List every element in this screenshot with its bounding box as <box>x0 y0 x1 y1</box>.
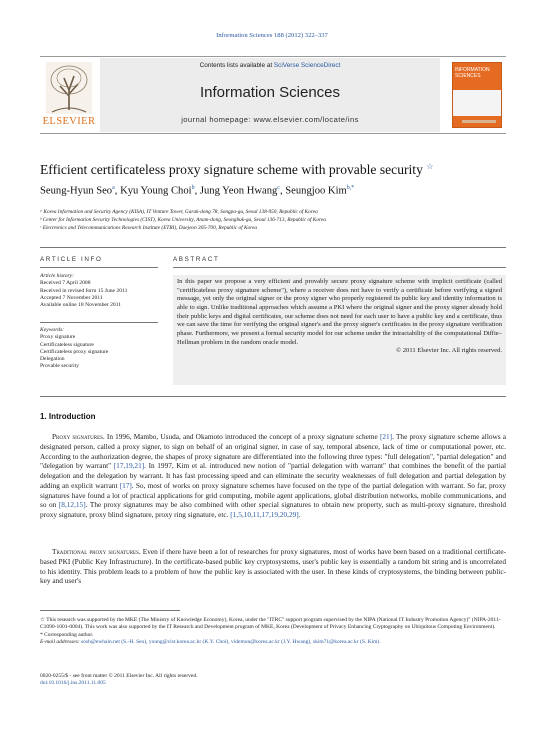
homepage-link[interactable]: www.elsevier.com/locate/ins <box>253 115 359 124</box>
paragraph-text: . The proxy signature scheme allows a designated person, called a proxy signer, to sign on behalf of an original signer, in case of say, temporal absence, lack of time or computational power, etc. According to the authorization degree, the shapes of proxy signature are differentiated into the following three types: "full delegation", "partial delegation" and "delegation by warrant" <box>40 432 506 471</box>
footnotes <box>40 617 506 647</box>
paragraph-text: . The proxy signatures may be also combined with other special signatures to obtain new property, such as multi-proxy signature, threshold proxy signature, proxy blind signature, proxy ring signature, etc. <box>40 500 507 519</box>
sciencedirect-link[interactable]: SciVerse ScienceDirect <box>273 62 341 69</box>
doi-link[interactable]: doi:10.1016/j.ins.2011.11.005 <box>40 680 106 687</box>
paragraph-text: . So, most of works on proxy signature schemes have focused on the type of the partial delegation with warrant. So far, proxy signatures have found a lot of practical applications for grid computing, mobile agent applications, global distribution networks, mobile communications, and so on <box>40 480 506 510</box>
paragraph-text: In 1996, Mambo, Usuda, and Okamoto introduced the concept of a proxy signature scheme <box>104 432 380 441</box>
history-item: Received 7 April 2008 <box>40 280 91 287</box>
citation-link[interactable]: [17] <box>119 480 132 490</box>
paragraph-lead: Traditional proxy signatures. <box>52 547 141 556</box>
history-label: Article history: <box>40 273 75 279</box>
author-affiliation-mark[interactable]: c <box>277 185 280 191</box>
abstract-heading: ABSTRACT <box>173 256 220 263</box>
abstract-text: In this paper we propose a very efficient and provably secure proxy signature scheme with implicit certificate (called "certificateless proxy signature scheme"), where a receiver does not have to verify a certificate before verifying a signed message, yet only the original signer or the proxy signer who properly registered its public key and identity information is able to sign. Unlike traditional approaches which assume a PKI where the original signer and the proxy signer already hold their public keys and digital certificates, our scheme does not need for each user to have a public key and a certificate, thus we can save the time for verifying the original signer's and the proxy signer's certificates in the proxy signature verification phase. Furthermore, we present a formal security model for our scheme under the intractability of the computational Diffie–Hellman problem in the random oracle model. <box>177 278 502 346</box>
paragraph-text: Even if there have been a lot of researches for proxy signatures, most of works have been based on a traditional certificate-based PKI (Public Key Infrastructure). In the certificate-based public key cryptosystems, user's public key is essentially a random bit string and is uncorrelated to his identity. This problem leads to a problem of how the public key is associated with the user. In these kinds of cryptosystems, the binding between public-key and user's <box>40 547 507 586</box>
author-separator: , <box>114 185 121 197</box>
keyword-item: Certificateless signature <box>40 341 94 348</box>
cover-footer-strip <box>462 120 496 123</box>
paper-title <box>40 162 520 178</box>
author-name[interactable]: Kyu Young Choi <box>120 185 192 197</box>
citation-link[interactable]: [1,5,10,11,17,19,20,29] <box>230 510 299 519</box>
journal-title: Information Sciences <box>199 84 341 101</box>
title-footnote-mark[interactable]: ☆ <box>426 162 434 171</box>
email-list[interactable]: sosh@ewhain.net (S.-H. Seo), young@cist.korea.ac.kr (K.Y. Choi), videmon@korea.ac.kr (J.Y. Hwang), skim71@korea.ac.kr (S. Kim). <box>79 639 381 646</box>
author-list <box>40 185 520 197</box>
keywords-block <box>40 327 158 371</box>
corresponding-author-note: * Corresponding author. <box>40 631 94 638</box>
cover-title: INFORMATION SCIENCES <box>455 67 490 79</box>
history-item: Received in revised form 15 June 2011 <box>40 287 128 294</box>
footnote-divider <box>40 610 180 611</box>
intro-paragraph-1 <box>40 432 506 520</box>
divider-intro <box>40 396 506 397</box>
affiliation-a: ᵃ Korea Information and Security Agency (KISA), IT Venture Tower, Garak-dong 78, Songpa-gu, Seoul 138-950, Republic of Korea <box>40 209 318 215</box>
author-affiliation-mark[interactable]: a <box>112 185 115 191</box>
divider-keywords <box>40 322 158 323</box>
cover-image-band <box>453 90 501 116</box>
keyword-item: Delegation <box>40 356 65 363</box>
author-name[interactable]: Seungjoo Kim <box>285 185 347 197</box>
email-label: E-mail addresses: <box>40 639 80 646</box>
keywords-label: Keywords: <box>40 327 65 333</box>
author-separator: , <box>194 185 200 197</box>
intro-paragraph-2 <box>40 547 506 586</box>
paragraph-lead: Proxy signatures. <box>52 432 105 441</box>
journal-homepage <box>100 115 440 124</box>
article-info-heading: ARTICLE INFO <box>40 256 103 263</box>
divider-abstract <box>173 267 506 268</box>
journal-reference[interactable]: Information Sciences 188 (2012) 322–337 <box>216 32 328 39</box>
history-item: Available online 18 November 2011 <box>40 302 122 309</box>
citation-link[interactable]: [17,19,21] <box>113 461 145 471</box>
funding-footnote: ☆ This research was supported by the MKE (The Ministry of Knowledge Economy), Korea, under the "ITRC" support program supervised by the NIPA (National IT Industry Promotion Agency)" (NIPA-2011-C1090-1001-0004). This work was also supported by the IT Research and Development program of MKE, Korea (Development of Privacy Enhancing Cryptography on Ubiquitous Computing Environment). <box>40 617 501 631</box>
abstract-copyright: © 2011 Elsevier Inc. All rights reserved. <box>396 347 502 355</box>
abstract-body <box>173 275 506 385</box>
affiliation-b: ᵇ Center for Information Security Technologies (CIST), Korea University, Anam-dong, Seongbuk-gu, Seoul 136-713, Republic of Korea <box>40 217 326 223</box>
section-title: 1. Introduction <box>40 412 96 421</box>
author-name[interactable]: Seung-Hyun Seo <box>40 185 113 197</box>
keyword-item: Provable security <box>40 363 79 370</box>
divider-top <box>40 247 506 248</box>
publication-info <box>40 673 340 688</box>
author-separator: , <box>279 185 286 197</box>
paragraph-text: . In 1997, Kim et al. introduced new notion of "partial delegation with warrant" that combines the benefit of the partial delegation and the delegation by warrant. It has fast processing speed and can eliminate the security weaknesses of full delegation and partial delegation by adding an explicit warrant <box>40 461 506 490</box>
divider-article-info <box>40 267 158 268</box>
paragraph-text: . <box>298 510 301 519</box>
article-history <box>40 273 158 309</box>
email-addresses <box>40 639 506 646</box>
keyword-item: Certificateless proxy signature <box>40 348 109 355</box>
issn-line: 0020-0255/$ - see front matter © 2011 Elsevier Inc. All rights reserved. <box>40 673 198 679</box>
author-affiliation-mark[interactable]: b,* <box>346 185 355 191</box>
keyword-item: Proxy signature <box>40 334 76 341</box>
paper-title-text: Efficient certificateless proxy signature scheme with provable security <box>40 162 423 177</box>
citation-link[interactable]: [8,12,15] <box>58 500 86 510</box>
elsevier-wordmark: ELSEVIER <box>42 116 96 127</box>
contents-prefix: Contents lists available at <box>199 62 274 69</box>
citation-link[interactable]: [21] <box>379 432 393 441</box>
homepage-label: journal homepage: <box>181 115 254 124</box>
history-item: Accepted 7 November 2011 <box>40 294 103 301</box>
affiliation-c: ᶜ Electronics and Telecommunications Research Institute (ETRI), Daejeon 305-700, Republic of Korea <box>40 225 258 231</box>
author-affiliation-mark[interactable]: b <box>191 185 195 191</box>
contents-line <box>100 62 440 69</box>
author-name[interactable]: Jung Yeon Hwang <box>199 185 278 197</box>
